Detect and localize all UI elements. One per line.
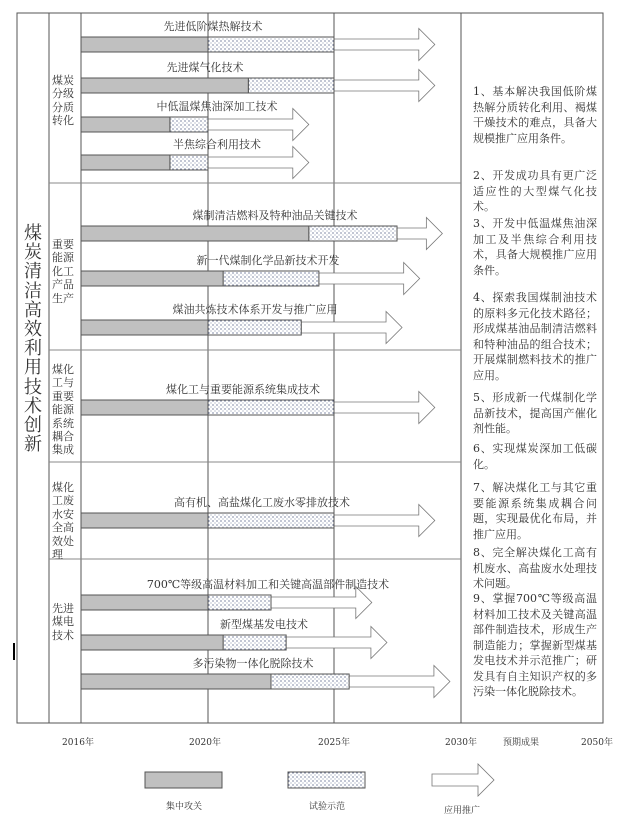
demo-bar bbox=[208, 595, 271, 610]
axis-label-2025: 2025年 bbox=[318, 738, 350, 748]
demo-bar bbox=[223, 635, 286, 650]
technology-label: 多污染物一体化脱除技术 bbox=[192, 657, 314, 670]
legend-demo-label: 试验示范 bbox=[308, 802, 346, 812]
category-label: 煤化工废水安全高效处理 bbox=[52, 481, 74, 562]
focus-bar bbox=[81, 400, 208, 415]
focus-bar bbox=[81, 635, 223, 650]
expected-result-item: 8、完全解决煤化工高有机废水、高盐废水处理技术问题。 bbox=[473, 546, 597, 590]
technology-label: 半焦综合利用技术 bbox=[173, 138, 261, 151]
demo-bar bbox=[170, 155, 208, 170]
technology-label: 煤化工与重要能源系统集成技术 bbox=[166, 383, 320, 396]
promotion-arrow bbox=[208, 147, 309, 179]
demo-bar bbox=[271, 674, 349, 689]
focus-bar bbox=[81, 37, 208, 52]
technology-label: 先进低阶煤热解技术 bbox=[163, 20, 263, 33]
focus-bar bbox=[81, 155, 170, 170]
promotion-arrow bbox=[349, 666, 450, 698]
axis-label-expected-results: 预期成果 bbox=[502, 738, 540, 748]
promotion-arrow bbox=[397, 218, 442, 250]
expected-result-item: 5、形成新一代煤制化学品新技术，提高国产催化剂性能。 bbox=[473, 391, 597, 435]
axis-label-2016: 2016年 bbox=[62, 738, 94, 748]
expected-result-item: 1、基本解决我国低阶煤热解分质转化利用、褐煤干燥技术的难点，具备大规模推广应用条件。 bbox=[473, 85, 597, 145]
promotion-arrow bbox=[334, 505, 435, 537]
axis-label-2050: 2050年 bbox=[581, 738, 613, 748]
promotion-arrow bbox=[334, 392, 435, 424]
title-char: 术 bbox=[24, 395, 42, 417]
focus-bar bbox=[81, 117, 170, 132]
expected-result-item: 4、探索我国煤制油技术的原料多元化技术路径；形成煤基油品制清洁燃料和特种油品的组合技术；开展煤制燃料技术的推广应用。 bbox=[473, 291, 597, 382]
category-label: 煤化工与重要能源系统耦合集成 bbox=[52, 363, 74, 457]
technology-label: 700℃等级高温材料加工和关键高温部件制造技术 bbox=[146, 578, 390, 591]
focus-bar bbox=[81, 595, 208, 610]
expected-result-item: 2、开发成功具有更广泛适应性的大型煤气化技术。 bbox=[473, 169, 597, 213]
title-char: 煤 bbox=[24, 223, 42, 244]
promotion-arrow bbox=[334, 29, 435, 61]
promotion-arrow bbox=[334, 70, 435, 102]
focus-bar bbox=[81, 320, 208, 335]
title-char: 炭 bbox=[24, 242, 42, 264]
category-label: 重要能源化工产品生产 bbox=[52, 238, 74, 305]
demo-bar bbox=[309, 226, 397, 241]
focus-bar bbox=[81, 513, 208, 528]
title-char: 高 bbox=[24, 299, 42, 321]
technology-label: 新一代煤制化学品新技术开发 bbox=[196, 254, 340, 267]
text-cursor bbox=[13, 643, 15, 660]
axis-label-2030: 2030年 bbox=[445, 738, 477, 748]
title-char: 利 bbox=[24, 338, 42, 360]
demo-bar bbox=[170, 117, 208, 132]
technology-label: 煤制清洁燃料及特种油品关键技术 bbox=[192, 209, 358, 222]
promotion-arrow bbox=[301, 312, 402, 344]
expected-result-item: 9、掌握700℃等级高温材料加工技术及关键高温部件制造技术，形成生产制造能力；掌握新型煤基发电技术并示范推广；研发具有自主知识产权的多污染一体化脱除技术。 bbox=[473, 592, 597, 698]
category-label: 先进煤电技术 bbox=[52, 602, 74, 642]
focus-bar bbox=[81, 674, 271, 689]
demo-bar bbox=[208, 320, 301, 335]
title-char: 清 bbox=[24, 261, 42, 283]
title-char: 洁 bbox=[24, 280, 42, 302]
category-label: 煤炭分级分质转化 bbox=[52, 74, 74, 128]
legend-demo-swatch bbox=[288, 772, 365, 788]
expected-result-item: 6、实现煤炭深加工低碳化。 bbox=[473, 442, 597, 471]
demo-bar bbox=[208, 513, 334, 528]
demo-bar bbox=[208, 400, 334, 415]
demo-bar bbox=[223, 271, 319, 286]
legend-promotion-label: 应用推广 bbox=[443, 806, 481, 816]
focus-bar bbox=[81, 226, 309, 241]
title-char: 效 bbox=[24, 319, 42, 341]
title-char: 新 bbox=[24, 434, 42, 456]
technology-label: 中低温煤焦油深加工技术 bbox=[156, 100, 278, 113]
promotion-arrow bbox=[208, 109, 309, 141]
technology-label: 高有机、高盐煤化工废水零排放技术 bbox=[174, 496, 350, 509]
technology-label: 煤油共炼技术体系开发与推广应用 bbox=[172, 303, 338, 316]
axis-label-2020: 2020年 bbox=[189, 738, 221, 748]
main-title bbox=[17, 224, 49, 454]
title-char: 用 bbox=[24, 357, 42, 379]
title-char: 创 bbox=[24, 415, 42, 437]
legend-marks bbox=[145, 764, 494, 796]
promotion-arrow bbox=[271, 587, 372, 619]
expected-result-item: 3、开发中低温煤焦油深加工及半焦综合利用技术，具备大规模推广应用条件。 bbox=[473, 217, 597, 277]
technology-label: 新型煤基发电技术 bbox=[220, 618, 308, 631]
expected-result-item: 7、解决煤化工与其它重要能源系统集成耦合问题，实现最优化布局，并推广应用。 bbox=[473, 481, 597, 541]
title-char: 技 bbox=[24, 376, 42, 398]
technology-label: 先进煤气化技术 bbox=[166, 61, 244, 74]
legend-focus-swatch bbox=[145, 772, 222, 788]
demo-bar bbox=[248, 78, 334, 93]
bars bbox=[81, 29, 450, 698]
legend-focus-label: 集中攻关 bbox=[165, 802, 203, 812]
legend-promotion-arrow bbox=[432, 764, 494, 796]
promotion-arrow bbox=[286, 627, 387, 659]
demo-bar bbox=[208, 37, 334, 52]
focus-bar bbox=[81, 271, 223, 286]
focus-bar bbox=[81, 78, 248, 93]
